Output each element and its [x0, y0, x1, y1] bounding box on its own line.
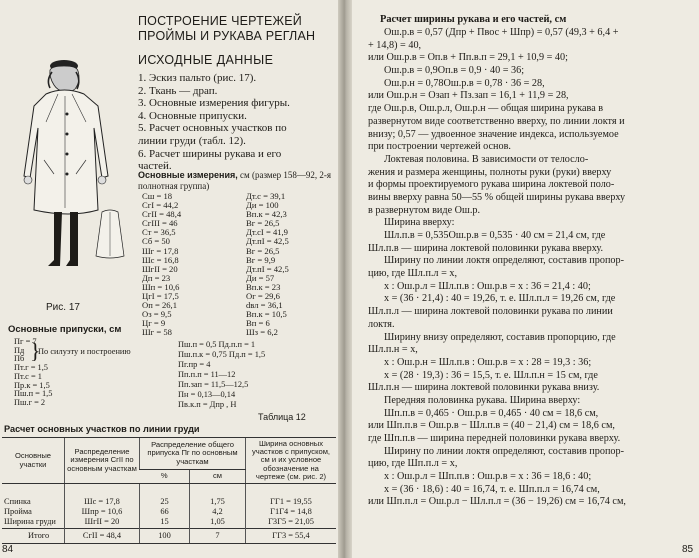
table-cell: ГГ1 = 19,55 [246, 484, 337, 508]
left-page [0, 0, 344, 558]
measurement-item: Оп = 26,1 [142, 300, 177, 311]
table-subheader-cell: см [190, 469, 246, 483]
allowance-item: Пш.г = 2 [14, 397, 46, 407]
table-cell: 66 [140, 507, 190, 517]
text-line: Шл.п.в — ширина локтевой половинки рукава вверху. [368, 242, 604, 254]
allowance-item: Пг.пр = 4 [178, 360, 211, 369]
right-page [352, 0, 699, 558]
allowance-item: Пт.с = 1 [14, 371, 42, 381]
table-row [2, 484, 336, 508]
text-line: или Шп.п.в = Ош.р.в − Шл.п.в = (40 − 21,4) см = 18,6 см, [368, 420, 615, 432]
table-cell: 4,2 [190, 507, 246, 517]
text-line: x : Ош.р.н = Шл.п.в : Ош.р.в = x : 28 = 19,3 : 36; [384, 356, 592, 368]
table-cell: 25 [140, 484, 190, 508]
allowance-item: Пш.п = 0,5 Пд.п.п = 1 [178, 340, 256, 349]
table-header-cell: Основные участки [2, 438, 65, 484]
measurement-item: Вп = 6 [246, 318, 270, 329]
table-cell: 1,05 [190, 517, 246, 528]
table-total-row [2, 528, 336, 543]
text-line: локтя. [368, 318, 395, 330]
page-heading [138, 14, 334, 44]
list-item: 1. Эскиз пальто (рис. 17). [138, 72, 257, 84]
text-line: Передняя половинка рукава. Ширина вверху: [384, 394, 581, 406]
measurement-item: Дт.пI = 42,5 [246, 236, 289, 247]
measurements-heading [138, 170, 340, 191]
measurement-item: Ог = 29,6 [246, 291, 280, 302]
text-line: Локтевая половина. В зависимости от телосло- [384, 153, 589, 165]
table-subheader-cell: % [140, 469, 190, 483]
text-line: вины вверху равна 50—55 % общей ширины рукава вверху [368, 191, 626, 203]
table-label: Таблица 12 [258, 412, 306, 422]
measurement-item: СгI = 44,2 [142, 200, 179, 211]
measurement-item: Дт.с = 39,1 [246, 191, 286, 201]
page-number: 85 [682, 544, 694, 555]
text-line: Ширину по линии локтя определяют, составив пропор- [384, 255, 624, 267]
measurements-column-a [142, 192, 222, 338]
allowance-item: Пп.зап = 11,5—12,5 [178, 380, 249, 389]
allowance-item: Пд [14, 345, 25, 355]
table-cell: 7 [190, 528, 246, 543]
brace-glyph: } [30, 338, 41, 363]
table-cell: Спинка [4, 497, 31, 507]
table-cell: Шпр = 10,6 [65, 507, 140, 517]
table-cell: Г3Г5 = 21,05 [246, 517, 337, 528]
text-line: x = (36 · 18,6) : 40 = 16,74, т. е. Шп.п.л = 16,74 см, [384, 483, 600, 495]
heading-line-2: ПРОЙМЫ И РУКАВА РЕГЛАН [138, 29, 316, 43]
text-line: Ош.р.в = 0,57 (Дпр + Пвос + Шпр) = 0,57 (49,3 + 6,4 + [384, 27, 619, 38]
text-line: x = (36 · 21,4) : 40 = 19,26, т. е. Шл.п.л = 19,26 см, где [384, 293, 616, 305]
measurement-item: Вг = 9,9 [246, 254, 276, 265]
text-line: Шл.п.л — ширина локтевой половинки рукава по линии [368, 306, 613, 318]
page-number: 84 [2, 544, 14, 555]
text-line: Ош.р.н = 0,78Ош.р.в = 0,78 · 36 = 28, [384, 77, 545, 89]
book-gutter [338, 0, 352, 558]
measurement-item: Вг = 26,5 [246, 245, 280, 256]
list-item: линии груди (табл. 12). [138, 134, 246, 147]
text-line: или Шп.п.л = Ош.р.л − Шл.п.л = (36 − 19,26) см = 16,74 см, [368, 496, 626, 508]
table-cell: 1,75 [190, 484, 246, 508]
section-text [368, 27, 694, 509]
measurement-item: Вп.к = 42,3 [246, 209, 287, 220]
text-line: + 14,8) = 40, [368, 39, 422, 51]
text-line: Ширину внизу определяют, составив пропорцию, где [384, 331, 616, 343]
measurement-item: Дт.пI = 42,5 [246, 263, 289, 274]
text-line: цию, где Шп.п.л = x, [368, 458, 458, 470]
measurement-item: Ст = 36,5 [142, 227, 176, 238]
list-item: 4. Основные припуски. [138, 109, 247, 122]
table-header-cell: Распределение измерения СгII по основным участкам [65, 438, 140, 484]
allowance-item: Пв.к.п = Дпр , Н [178, 400, 237, 409]
measurement-item: dвл = 36,1 [246, 300, 283, 311]
list-item: 6. Расчет ширины рукава и его [138, 147, 282, 160]
allowances-right-list [178, 340, 338, 410]
text-line: жения и размера женщины, полноты руки (руки) вверху [368, 166, 612, 178]
measurement-item: Шг = 58 [142, 327, 172, 338]
source-data-heading: ИСХОДНЫЕ ДАННЫЕ [138, 53, 274, 67]
allowance-item: Пн = 0,13—0,14 [178, 390, 236, 399]
text-line: цию, где Шл.п.л = x, [368, 268, 458, 280]
allowances-heading: Основные припуски, см [8, 324, 122, 335]
text-line: или Ош.р.н = Озап + Пз.зап = 16,1 + 11,9 = 28, [368, 90, 569, 102]
measurement-item: Сб = 50 [142, 236, 170, 247]
table-cell: ГГ3 = 55,4 [246, 528, 337, 543]
text-line: в развернутом виде Ош.р. [368, 204, 481, 216]
table-cell: Г1Г4 = 14,8 [246, 507, 337, 517]
list-item: 5. Расчет основных участков по [138, 122, 287, 135]
allowance-item: Пб [14, 354, 25, 364]
allowance-item: Пш.п.к = 0,75 Пд.п = 1,5 [178, 350, 266, 359]
measurement-item: Шс = 16,8 [142, 254, 179, 265]
text-line: где Шп.п.в — ширина передней половинки рукава вверху. [368, 433, 621, 444]
text-line: внизу; 0,57 — удвоенное значение индекса, используемое [368, 128, 619, 140]
table-cell: Ширина груди [4, 517, 56, 527]
table-row [2, 507, 336, 517]
text-line: развернутом виде соответственно вверху, по линии локтя и [368, 115, 625, 127]
measurement-item: Дт.сI = 41,9 [246, 227, 288, 238]
measurement-item: Цг = 9 [142, 318, 166, 329]
text-line: x : Ош.р.л = Шл.п.в : Ош.р.в = x : 36 = 21,4 : 40; [384, 280, 591, 292]
text-line: Шл.п.н = x, [368, 344, 418, 356]
allowance-item: Пг = 7 [14, 337, 37, 346]
text-line: и формы проектируемого рукава ширина локтевой поло- [368, 179, 615, 191]
table-header-cell: Распределение общего припуска Пг по основным участкам [140, 438, 246, 470]
text-line: Шл.п.н — ширина локтевой половинки рукава внизу. [368, 382, 600, 394]
measurement-item: Ди = 57 [246, 272, 275, 283]
text-line: Ширину по линии локтя определяют, составив пропор- [384, 445, 624, 457]
list-item: 2. Ткань — драп. [138, 84, 218, 97]
table-cell: 100 [140, 528, 190, 543]
measurement-item: Оз = 9,5 [142, 309, 172, 320]
measurement-item: Сш = 18 [142, 191, 173, 201]
figure-caption: Рис. 17 [46, 302, 80, 313]
measurement-item: Вг = 26,5 [246, 218, 280, 229]
list-item: частей. [138, 160, 172, 173]
allowance-item: Пш.п = 1,5 [14, 389, 53, 399]
text-line: где Ош.р.в, Ош.р.л, Ош.р.н — общая ширина рукава в [368, 103, 604, 115]
allowance-item: Пп.п.п = 11—12 [178, 370, 236, 379]
text-line: Шп.п.в = 0,465 · Ош.р.в = 0,465 · 40 см = 18,6 см, [384, 407, 599, 419]
source-data-list [138, 72, 338, 173]
text-line: x : Ош.р.л = Шп.п.в : Ош.р.в = x : 36 = 18,6 : 40; [384, 471, 592, 483]
measurements-title: Основные измерения, [138, 170, 238, 180]
measurement-item: Шз = 6,2 [246, 327, 278, 338]
table-cell: Пройма [4, 507, 32, 517]
measurement-item: Шг = 17,8 [142, 245, 179, 256]
list-item: 3. Основные измерения фигуры. [138, 97, 290, 110]
text-line: Шл.п.в = 0,535Ош.р.в = 0,535 · 40 см = 21,4 см, где [384, 230, 606, 241]
text-line: или Ош.р.в = Оп.в + Пп.в.п = 29,1 + 10,9 = 40; [368, 52, 568, 64]
measurement-item: Шп = 10,6 [142, 281, 180, 292]
table-cell: 15 [140, 517, 190, 528]
measurement-item: СгII = 48,4 [142, 209, 182, 220]
table-cell: СгII = 48,4 [65, 528, 140, 543]
section-title: Расчет ширины рукава и его частей, см [380, 14, 567, 25]
chest-sections-table [2, 437, 336, 544]
table-header-row [2, 438, 336, 470]
measurement-item: Дп = 23 [142, 272, 171, 283]
measurements-note: см (размер 158—92, 2-я полнотная группа) [138, 170, 331, 191]
measurements-column-b [246, 192, 326, 338]
table-title: Расчет основных участков по линии груди [4, 424, 200, 434]
text-line: при построении чертежей основ. [368, 141, 511, 153]
allowance-item: Пр.к = 1,5 [14, 380, 50, 390]
table-cell: Шс = 17,8 [65, 484, 140, 508]
silhouette-note: По силуэту и построению [38, 347, 131, 356]
table-cell: Итого [2, 528, 65, 543]
text-line: Ош.р.в = 0,9Оп.в = 0,9 · 40 = 36; [384, 65, 525, 77]
text-line: x = (28 · 19,3) : 36 = 15,5, т. е. Шл.п.н = 15 см, где [384, 369, 598, 381]
heading-line-1: ПОСТРОЕНИЕ ЧЕРТЕЖЕЙ [138, 14, 302, 28]
measurement-item: СгIII = 46 [142, 218, 178, 229]
measurement-item: ЦгI = 17,5 [142, 291, 179, 302]
allowance-item: Пт.г = 1,5 [14, 363, 48, 373]
coat-sketch-figure [6, 52, 132, 302]
table-row [2, 517, 336, 528]
measurement-item: Вп.к = 23 [246, 281, 281, 292]
measurement-item: ШгII = 20 [142, 263, 178, 274]
measurement-item: Ди = 100 [246, 200, 279, 211]
table-header-cell: Ширина основных участков с припуском, см и их условное обозначение на чертеже (см. рис. 2) [246, 438, 337, 484]
measurement-item: Вп.к = 10,5 [246, 309, 287, 320]
table-cell: ШгII = 20 [65, 517, 140, 528]
text-line: Ширина вверху: [384, 217, 455, 229]
